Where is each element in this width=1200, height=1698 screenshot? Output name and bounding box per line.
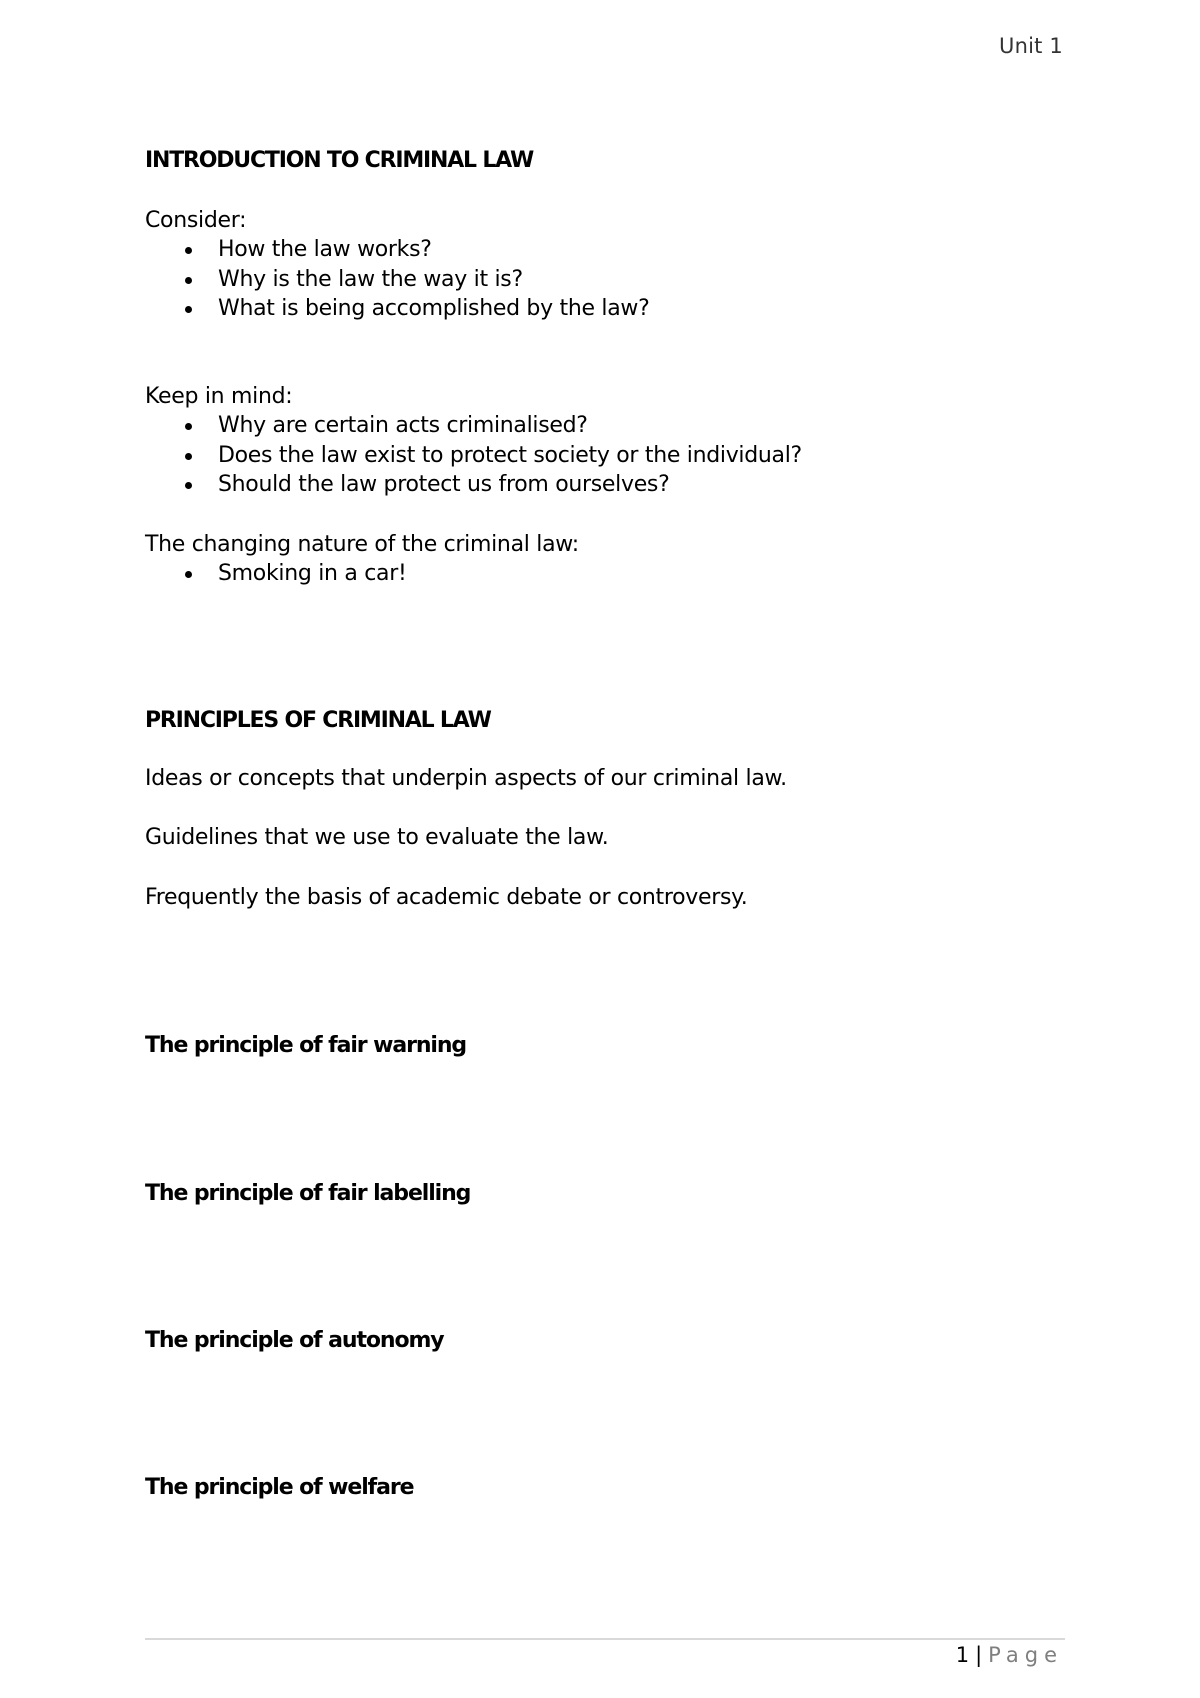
bullet-icon xyxy=(185,571,192,578)
consider-label: Consider: xyxy=(145,208,247,233)
principle-fair-labelling-heading: The principle of fair labelling xyxy=(145,1181,471,1206)
list-item: How the law works? xyxy=(145,235,649,265)
list-item: Why are certain acts criminalised? xyxy=(145,411,802,441)
principle-autonomy-heading: The principle of autonomy xyxy=(145,1328,444,1353)
bullet-icon xyxy=(185,247,192,254)
list-item: Does the law exist to protect society or the individual? xyxy=(145,441,802,471)
footer-divider xyxy=(145,1638,1065,1640)
bullet-icon xyxy=(185,423,192,430)
list-item: What is being accomplished by the law? xyxy=(145,294,649,324)
page-footer xyxy=(956,1643,1063,1667)
bullet-icon xyxy=(185,277,192,284)
list-item: Why is the law the way it is? xyxy=(145,265,649,295)
consider-list xyxy=(145,235,649,324)
page-number: 1 xyxy=(955,1643,970,1667)
list-item: Smoking in a car! xyxy=(145,559,406,589)
principles-paragraph: Guidelines that we use to evaluate the law. xyxy=(145,825,609,850)
principles-paragraph: Frequently the basis of academic debate or controversy. xyxy=(145,885,748,910)
changing-nature-list xyxy=(145,559,406,589)
bullet-icon xyxy=(185,482,192,489)
principle-fair-warning-heading: The principle of fair warning xyxy=(145,1033,467,1058)
bullet-icon xyxy=(185,453,192,460)
keep-in-mind-label: Keep in mind: xyxy=(145,384,293,409)
principle-welfare-heading: The principle of welfare xyxy=(145,1475,414,1500)
running-header: Unit 1 xyxy=(999,34,1063,58)
intro-heading: INTRODUCTION TO CRIMINAL LAW xyxy=(145,148,534,173)
principles-heading: PRINCIPLES OF CRIMINAL LAW xyxy=(145,708,491,733)
keep-in-mind-list xyxy=(145,411,802,500)
principles-paragraph: Ideas or concepts that underpin aspects of our criminal law. xyxy=(145,766,787,791)
footer-separator: | xyxy=(975,1643,983,1667)
list-item: Should the law protect us from ourselves? xyxy=(145,470,802,500)
changing-nature-label: The changing nature of the criminal law: xyxy=(145,532,579,557)
page-label: Page xyxy=(988,1643,1063,1667)
bullet-icon xyxy=(185,306,192,313)
